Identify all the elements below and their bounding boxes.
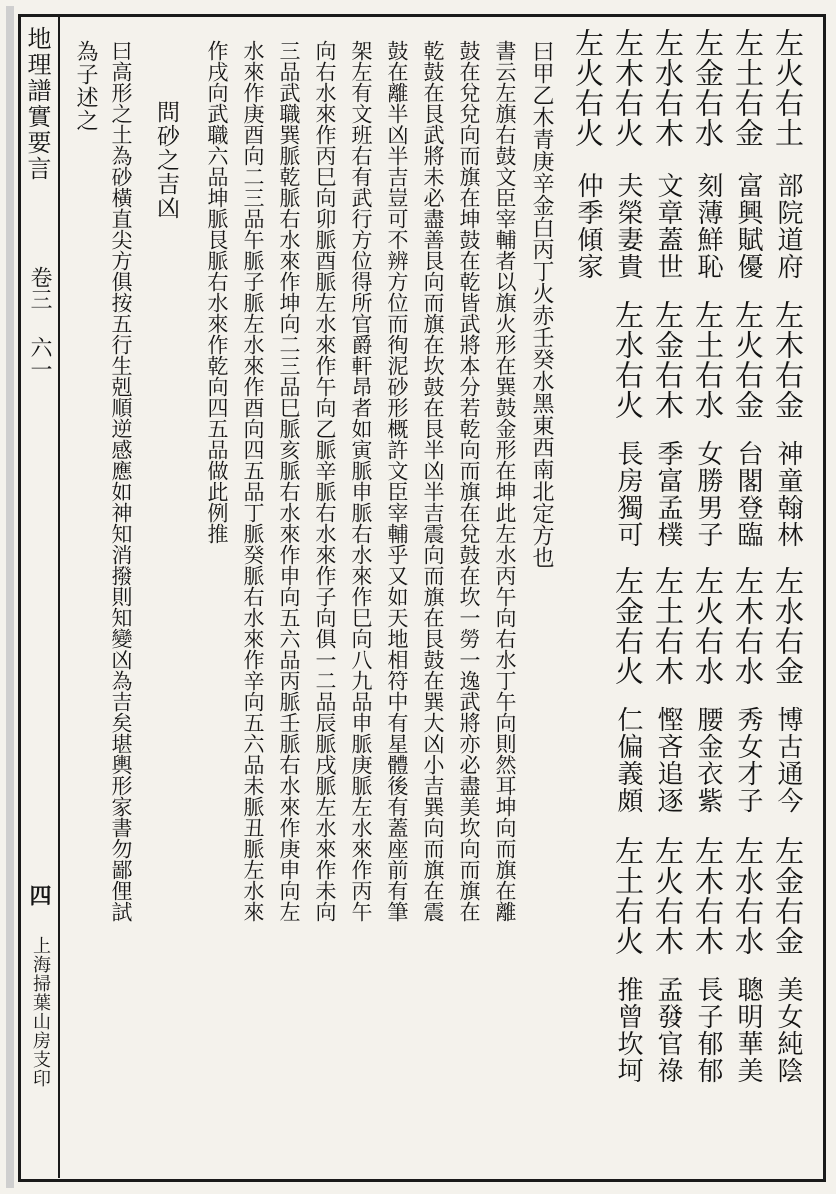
verse-a: 左火右金 — [731, 300, 765, 420]
closing-line: 為子述之 — [73, 40, 98, 132]
prose-line: 向右水來作丙巳向卯脈酉脈左水來作午向乙脈辛脈右水來作子向俱一二品辰脈戌脈左水來作未向 — [313, 40, 337, 922]
verse-a: 左金右木 — [651, 300, 685, 420]
verse-a: 左木右水 — [731, 566, 765, 686]
verse-a: 左火右木 — [651, 836, 685, 956]
verse-a: 左水右金 — [771, 566, 805, 686]
verse-a: 左金右火 — [611, 566, 645, 686]
verse-b: 女勝男子 — [693, 440, 723, 548]
verse-b: 長房獨可 — [613, 440, 643, 548]
verse-a: 左木右木 — [691, 836, 725, 956]
closing-line: 曰高形之土為砂橫直尖方俱按五行生剋順逆感應如神知消撥則知變凶為吉矣堪輿形家書勿鄙俚試 — [109, 40, 133, 922]
verse-a: 左火右土 — [771, 28, 805, 148]
verse-a: 左木右金 — [771, 300, 805, 420]
prose-line: 書云左旗右鼓文臣宰輔者以旗火形在巽鼓金形在坤此左水丙午向右水丁午向則然耳坤向而旗在離 — [493, 40, 517, 922]
verse-a: 左金右金 — [771, 836, 805, 956]
page-number: 四 — [26, 884, 52, 906]
verse-b: 部院道府 — [773, 172, 803, 280]
section-number: 六一 — [27, 336, 52, 380]
verse-b: 台閣登臨 — [733, 440, 763, 548]
verse-a: 左土右木 — [651, 566, 685, 686]
verse-a: 左土右火 — [611, 836, 645, 956]
verse-b: 季富孟樸 — [653, 440, 683, 548]
verse-b: 秀女才子 — [733, 706, 763, 814]
verse-b: 仁偏義頗 — [613, 706, 643, 814]
book-title: 地理譜實要言 — [23, 26, 51, 182]
verse-b: 推曾坎坷 — [613, 976, 643, 1084]
verse-b: 聰明華美 — [733, 976, 763, 1084]
verse-b: 孟發官祿 — [653, 976, 683, 1084]
verse-b: 腰金衣紫 — [693, 706, 723, 814]
verse-a: 左火右水 — [691, 566, 725, 686]
scan-edge — [6, 6, 14, 1188]
verse-b: 刻薄鮮恥 — [693, 172, 723, 280]
verse-b: 仲季傾家 — [573, 172, 603, 280]
section-heading: 問砂之吉凶 — [153, 100, 179, 220]
verse-a: 左金右水 — [691, 28, 725, 148]
verse-b: 長子郁郁 — [693, 976, 723, 1084]
prose-line: 水來作庚酉向二三品午脈子脈左水來作酉向四五品丁脈癸脈右水來作辛向五六品未脈丑脈左水來 — [241, 40, 265, 922]
prose-line: 鼓在兌兌向而旗在坤鼓在乾皆武將本分若乾向而旗在兌鼓在坎一勞一逸武將亦必盡美坎向而旗在 — [457, 40, 481, 922]
verse-b: 夫榮妻貴 — [613, 172, 643, 280]
verse-a: 左火右火 — [571, 28, 605, 148]
prose-line: 作戌向武職六品坤脈艮脈右水來作乾向四五品做此例推 — [205, 40, 229, 544]
prose-line: 乾鼓在艮武將未必盡善艮向而旗在坎鼓在艮半凶半吉震向而旗在艮鼓在巽大凶小吉巽向而旗在震 — [421, 40, 445, 922]
verse-b: 慳吝追逐 — [653, 706, 683, 814]
verse-b: 神童翰林 — [773, 440, 803, 548]
verse-a: 左水右水 — [731, 836, 765, 956]
verse-a: 左土右水 — [691, 300, 725, 420]
verse-a: 左土右金 — [731, 28, 765, 148]
publisher-imprint: 上海掃葉山房支印 — [30, 936, 51, 1088]
prose-line: 曰甲乙木青庚辛金白丙丁火赤壬癸水黑東西南北定方也 — [529, 40, 554, 568]
verse-b: 美女純陰 — [773, 976, 803, 1084]
volume-label: 卷三 — [27, 266, 52, 310]
prose-line: 架左有文班右有武行方位得所官爵軒昂者如寅脈申脈右水來作巳向八九品申脈庚脈左水來作丙午 — [349, 40, 373, 922]
prose-line: 三品武職巽脈乾脈右水來作坤向二三品巳脈亥脈右水來作申向五六品丙脈壬脈右水來作庚申向左 — [277, 40, 301, 922]
prose-line: 鼓在離半凶半吉豈可不辨方位而徇泥砂形概許文臣宰輔乎又如天地相符中有星體後有蓋座前有筆 — [385, 40, 409, 922]
verse-a: 左木右火 — [611, 28, 645, 148]
verse-b: 博古通今 — [773, 706, 803, 814]
verse-a: 左水右火 — [611, 300, 645, 420]
verse-a: 左水右木 — [651, 28, 685, 148]
spine-margin — [20, 16, 60, 1178]
verse-b: 文章蓋世 — [653, 172, 683, 280]
verse-b: 富興賦優 — [733, 172, 763, 280]
